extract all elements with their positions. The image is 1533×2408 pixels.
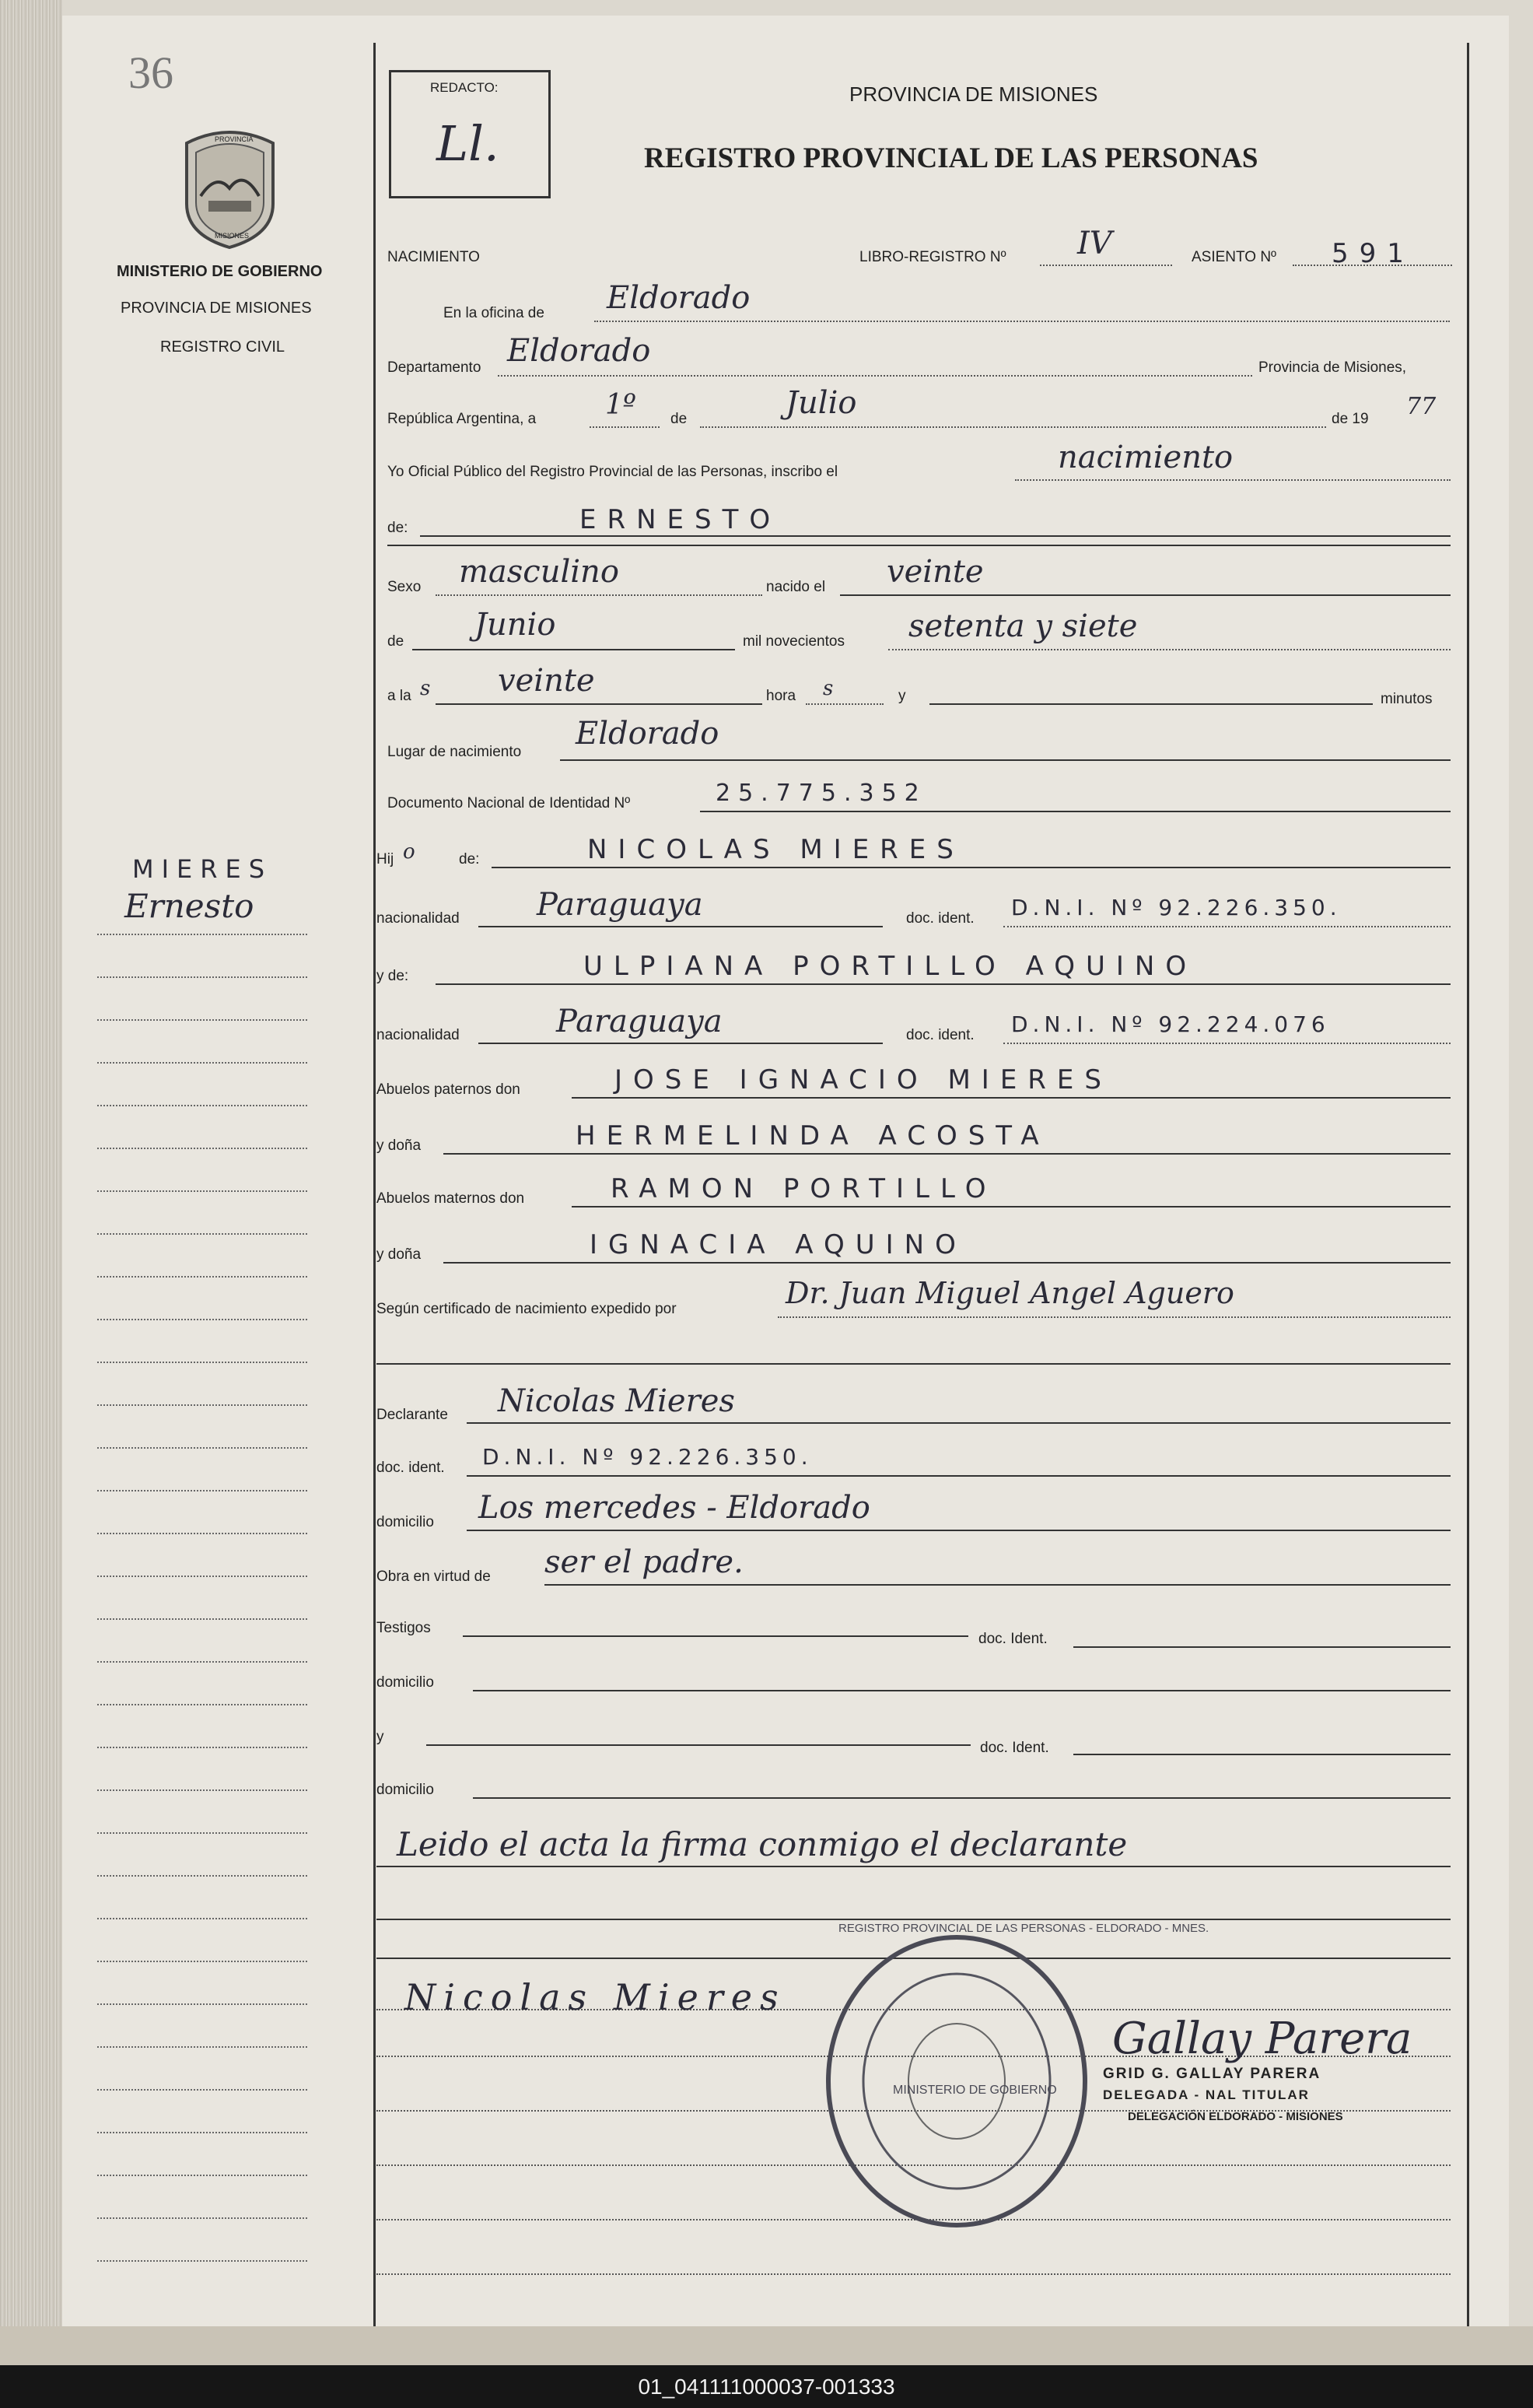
yde-label: y de: [376,968,409,984]
lugar-label: Lugar de nacimiento [387,744,522,760]
acto-value: nacimiento [1058,440,1234,475]
republica-label: República Argentina, a [387,411,537,427]
padre-nacionalidad-label: nacionalidad [376,910,460,927]
padre-doc-line [1003,926,1451,927]
book-edge [0,0,62,2365]
ydona-pat-label: y doña [376,1137,422,1154]
declarante-line [467,1422,1451,1424]
testigo2-domicilio-line [473,1797,1451,1799]
leido-line [376,1866,1451,1867]
lugar-value: Eldorado [576,716,719,752]
margin-line [97,976,307,978]
madre-doc-label: doc. ident. [906,1027,975,1043]
margin-line [97,1319,307,1320]
hora-line [436,703,762,705]
margin-line [97,1832,307,1834]
libro-label: LIBRO-REGISTRO Nº [859,249,1006,265]
oficina-label: En la oficina de [443,305,544,321]
nacimiento-label: NACIMIENTO [387,249,480,265]
sexo-label: Sexo [387,579,422,595]
nacido-label: nacido el [766,579,826,595]
margin-line [97,2089,307,2091]
margin-line [97,1704,307,1705]
declarante-doc-line [467,1475,1451,1477]
margin-line [97,1276,307,1278]
dia-line [590,426,660,428]
testigo2-doc-label: doc. Ident. [980,1740,1049,1756]
oficina-line [594,321,1450,322]
abuelo-mat-value: RAMON PORTILLO [611,1173,997,1204]
margin-line [97,1404,307,1406]
testigo2-line [426,1744,971,1746]
domicilio-value: Los mercedes - Eldorado [478,1490,870,1526]
margin-line [97,1533,307,1534]
declarante-signature: Nicolas Mieres [404,1976,786,2018]
margin-line [97,1961,307,1962]
margin-line [97,1362,307,1363]
right-rule [1467,43,1469,2326]
page-number: 36 [128,47,173,98]
asiento-value: 591 [1332,238,1415,269]
certificado-value: Dr. Juan Miguel Angel Aguero [786,1276,1234,1310]
book-bottom [0,2326,1533,2365]
obra-value: ser el padre. [544,1544,744,1580]
madre-nac-line [478,1043,883,1044]
margin-line [97,1490,307,1491]
margin-line [97,2217,307,2219]
abuelo-mat-line [572,1206,1451,1208]
minutos-line [929,703,1373,705]
closing-dots-6 [376,2273,1451,2275]
abuelo-pat-value: JOSE IGNACIO MIERES [614,1064,1112,1095]
departamento-label: Departamento [387,359,481,376]
official-role: DELEGADA - NAL TITULAR [1103,2087,1310,2102]
testigos-label: Testigos [376,1620,431,1636]
testigo-doc-line [1073,1646,1451,1648]
margin-line [97,1190,307,1192]
minutos-label: minutos [1381,691,1433,707]
madre-doc-line [1003,1043,1451,1044]
margin-line [97,2003,307,2005]
hora-suffix: s [823,677,834,700]
hora-label: hora [766,688,796,704]
padre-doc-label: doc. ident. [906,910,975,927]
margin-line [97,1789,307,1791]
margin-line [97,2046,307,2048]
hora-suffix-line [806,703,884,705]
de-colon-label: de: [387,520,408,536]
emblem-bottom-text: MISIONES [215,232,250,240]
lugar-line [560,759,1451,761]
abuelo-pat-line [572,1097,1451,1099]
padre-nac-line [478,926,883,927]
nacido-mes-value: Junio [474,607,556,643]
madre-doc-value: D.N.I. Nº 92.224.076 [1011,1011,1330,1037]
emblem-top-text: PROVINCIA [215,135,254,143]
image-id-footer: 01_041111000037-001333 [0,2365,1533,2408]
abuelos-maternos-label: Abuelos maternos don [376,1190,525,1207]
hijo-de-label: de: [459,851,480,868]
dni-value: 25.775.352 [716,780,927,807]
leido-value: Leido el acta la firma conmigo el declarante [397,1825,1128,1863]
margin-line [97,1918,307,1919]
margin-line [97,1148,307,1149]
declarante-label: Declarante [376,1407,448,1423]
madre-nacionalidad-label: nacionalidad [376,1027,460,1043]
oficina-value: Eldorado [607,280,751,316]
margin-line [97,1747,307,1748]
margin-line [97,1233,307,1235]
dni-line [700,811,1451,812]
margin-line [97,1618,307,1620]
alas-suffix: s [420,677,431,700]
certificado-line [778,1316,1451,1318]
hora-value: veinte [498,663,595,699]
margin-given: Ernesto [124,887,254,925]
registry-label: REGISTRO CIVIL [160,338,285,356]
obra-line [544,1584,1451,1586]
mil-value: setenta y siete [908,608,1138,644]
nacido-value: veinte [887,554,984,590]
abuelos-paternos-label: Abuelos paternos don [376,1081,520,1098]
ydona-mat-label: y doña [376,1246,422,1263]
redacto-initials: Ll. [436,115,499,172]
testigo-doc-label: doc. Ident. [978,1631,1048,1647]
margin-line [97,1062,307,1064]
margin-line [97,2175,307,2176]
mil-label: mil novecientos [743,633,845,650]
nombre-value: ERNESTO [579,504,782,535]
margin-line [97,2132,307,2133]
redacto-box [389,70,551,198]
column-rule [373,43,376,2326]
margin-line [97,1875,307,1877]
header-province: PROVINCIA DE MISIONES [849,82,1098,106]
dia-value: 1º [605,389,636,421]
testigo-domicilio-line [473,1690,1451,1691]
testigo2-domicilio-label: domicilio [376,1782,434,1798]
province-emblem [177,126,282,249]
doc-ident2-label: doc. ident. [376,1460,445,1476]
nacido-line [840,594,1451,596]
nacido-mes-line [412,649,735,650]
de19-label: de 19 [1332,411,1369,427]
margin-line [97,2260,307,2262]
margin-line [97,1105,307,1106]
hijo-label: Hij [376,851,394,868]
declarante-doc-value: D.N.I. Nº 92.226.350. [482,1444,813,1470]
acto-line [1015,479,1451,481]
stamp-ring-text: REGISTRO PROVINCIAL DE LAS PERSONAS - ELDORADO - MNES. [838,1922,1209,1935]
left-province-label: PROVINCIA DE MISIONES [121,300,312,317]
libro-value: IV [1077,226,1112,261]
mes-value: Julio [786,385,857,421]
nombre-double-line [387,545,1451,546]
padre-value: NICOLAS MIERES [587,834,964,865]
fecha-de-label: de [670,411,688,427]
asiento-label: ASIENTO Nº [1192,249,1276,265]
margin-line [97,1019,307,1021]
testigo-line [463,1635,968,1637]
testigo-y-label: y [376,1729,384,1745]
padre-doc-value: D.N.I. Nº 92.226.350. [1011,895,1342,920]
abuela-mat-line [443,1262,1451,1264]
abuela-mat-value: IGNACIA AQUINO [590,1229,967,1260]
margin-line [97,1447,307,1449]
margin-line [97,1576,307,1577]
provincia-label: Provincia de Misiones, [1258,359,1407,376]
official-office: DELEGACIÓN ELDORADO - MISIONES [1128,2110,1343,2123]
mil-line [888,649,1451,650]
y-label: y [898,688,906,704]
libro-line [1040,265,1172,266]
declarante-value: Nicolas Mieres [498,1383,735,1419]
margin-line [97,934,307,935]
sexo-line [436,594,762,596]
stamp-inner-text: MINISTERIO DE GOBIERNO [893,2084,1057,2097]
ministry-label: MINISTERIO DE GOBIERNO [117,263,323,280]
testigo-domicilio-label: domicilio [376,1674,434,1691]
closing-line-1 [376,1919,1451,1920]
madre-nac-value: Paraguaya [556,1004,723,1039]
padre-line [492,867,1451,868]
de-mes-label: de [387,633,404,650]
padre-nac-value: Paraguaya [537,887,703,923]
dni-label: Documento Nacional de Identidad Nº [387,795,631,811]
testigo2-doc-line [1073,1754,1451,1755]
departamento-value: Eldorado [507,333,651,369]
header-title: REGISTRO PROVINCIAL DE LAS PERSONAS [644,142,1258,174]
registry-stamp [821,1930,1093,2233]
madre-line [436,983,1451,985]
certificado-line-2 [376,1363,1451,1365]
abuela-pat-line [443,1153,1451,1155]
obra-label: Obra en virtud de [376,1569,491,1585]
domicilio-label: domicilio [376,1514,434,1530]
oficial-label: Yo Oficial Público del Registro Provincial de las Personas, inscribo el [387,464,838,480]
madre-value: ULPIANA PORTILLO AQUINO [583,951,1198,982]
redacto-label: REDACTO: [430,80,499,95]
official-signature: Gallay Parera [1112,2014,1412,2064]
mes-line [700,426,1326,428]
certificado-label: Según certificado de nacimiento expedido por [376,1301,677,1317]
official-name: GRID G. GALLAY PARERA [1103,2066,1321,2082]
departamento-line [498,375,1252,377]
anio-value: 77 [1406,393,1437,420]
abuela-pat-value: HERMELINDA ACOSTA [576,1120,1050,1151]
nombre-line [420,535,1451,537]
margin-line [97,1661,307,1663]
margin-surname: MIERES [132,854,273,884]
sexo-value: masculino [459,554,619,590]
alas-label: a la [387,688,411,704]
hijo-suffix: o [403,840,415,864]
domicilio-line [467,1530,1451,1531]
